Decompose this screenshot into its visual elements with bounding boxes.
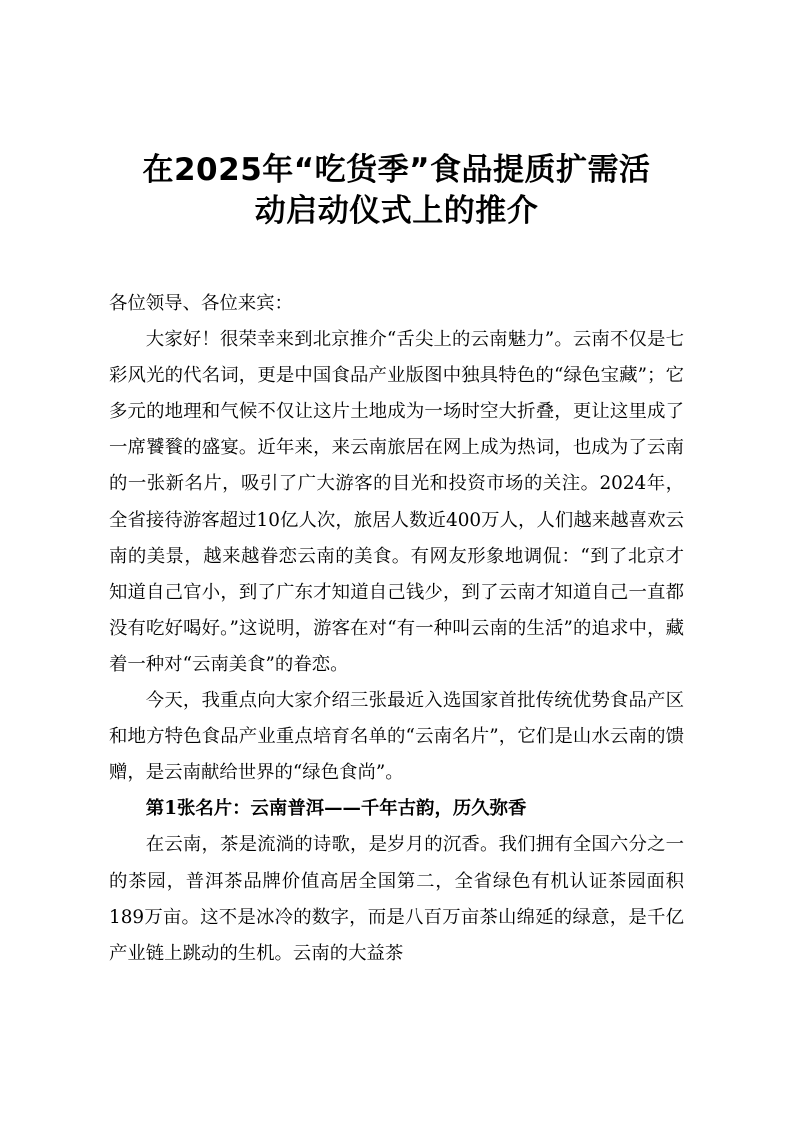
section-heading-1: 第1张名片：云南普洱——千年古韵，历久弥香 bbox=[145, 798, 527, 820]
document-title bbox=[109, 150, 684, 232]
title-line-1: 在2025年“吃货季”食品提质扩需活 bbox=[142, 152, 651, 188]
paragraph-greeting: 大家好！很荣幸来到北京推介“舌尖上的云南魅力”。云南不仅是七彩风光的代名词，更是中国食品产业版图中独具特色的“绿色宝藏”；它多元的地理和气候不仅让这片土地成为一场时空大折叠，更让这里成了一席饕餮的盛宴。近年来，来云南旅居在网上成为热词，也成为了云南的一张新名片，吸引了广大游客的目光和投资市场的关注。2024年，全省接待游客超过10亿人次，旅居人数近400万人，人们越来越喜欢云南的美景，越来越眷恋云南的美食。有网友形象地调侃：“到了北京才知道自己官小，到了广东才知道自己钱少，到了云南才知道自己一直都没有吃好喝好。”这说明，游客在对“有一种叫云南的生活”的追求中，藏着一种对“云南美食”的眷恋。 bbox=[109, 329, 684, 675]
salutation: 各位领导、各位来宾： bbox=[109, 293, 293, 314]
document-body bbox=[109, 286, 684, 972]
title-line-2: 动启动仪式上的推介 bbox=[254, 193, 539, 229]
paragraph-section-1: 在云南，茶是流淌的诗歌，是岁月的沉香。我们拥有全国六分之一的茶园，普洱茶品牌价值高居全国第二，全省绿色有机认证茶园面积189万亩。这不是冰冷的数字，而是八百万亩茶山绵延的绿意，是千亿产业链上跳动的生机。云南的大益茶 bbox=[109, 834, 684, 964]
paragraph-introduction: 今天，我重点向大家介绍三张最近入选国家首批传统优势食品产区和地方特色食品产业重点培育名单的“云南名片”，它们是山水云南的馈赠，是云南献给世界的“绿色食尚”。 bbox=[109, 690, 684, 784]
